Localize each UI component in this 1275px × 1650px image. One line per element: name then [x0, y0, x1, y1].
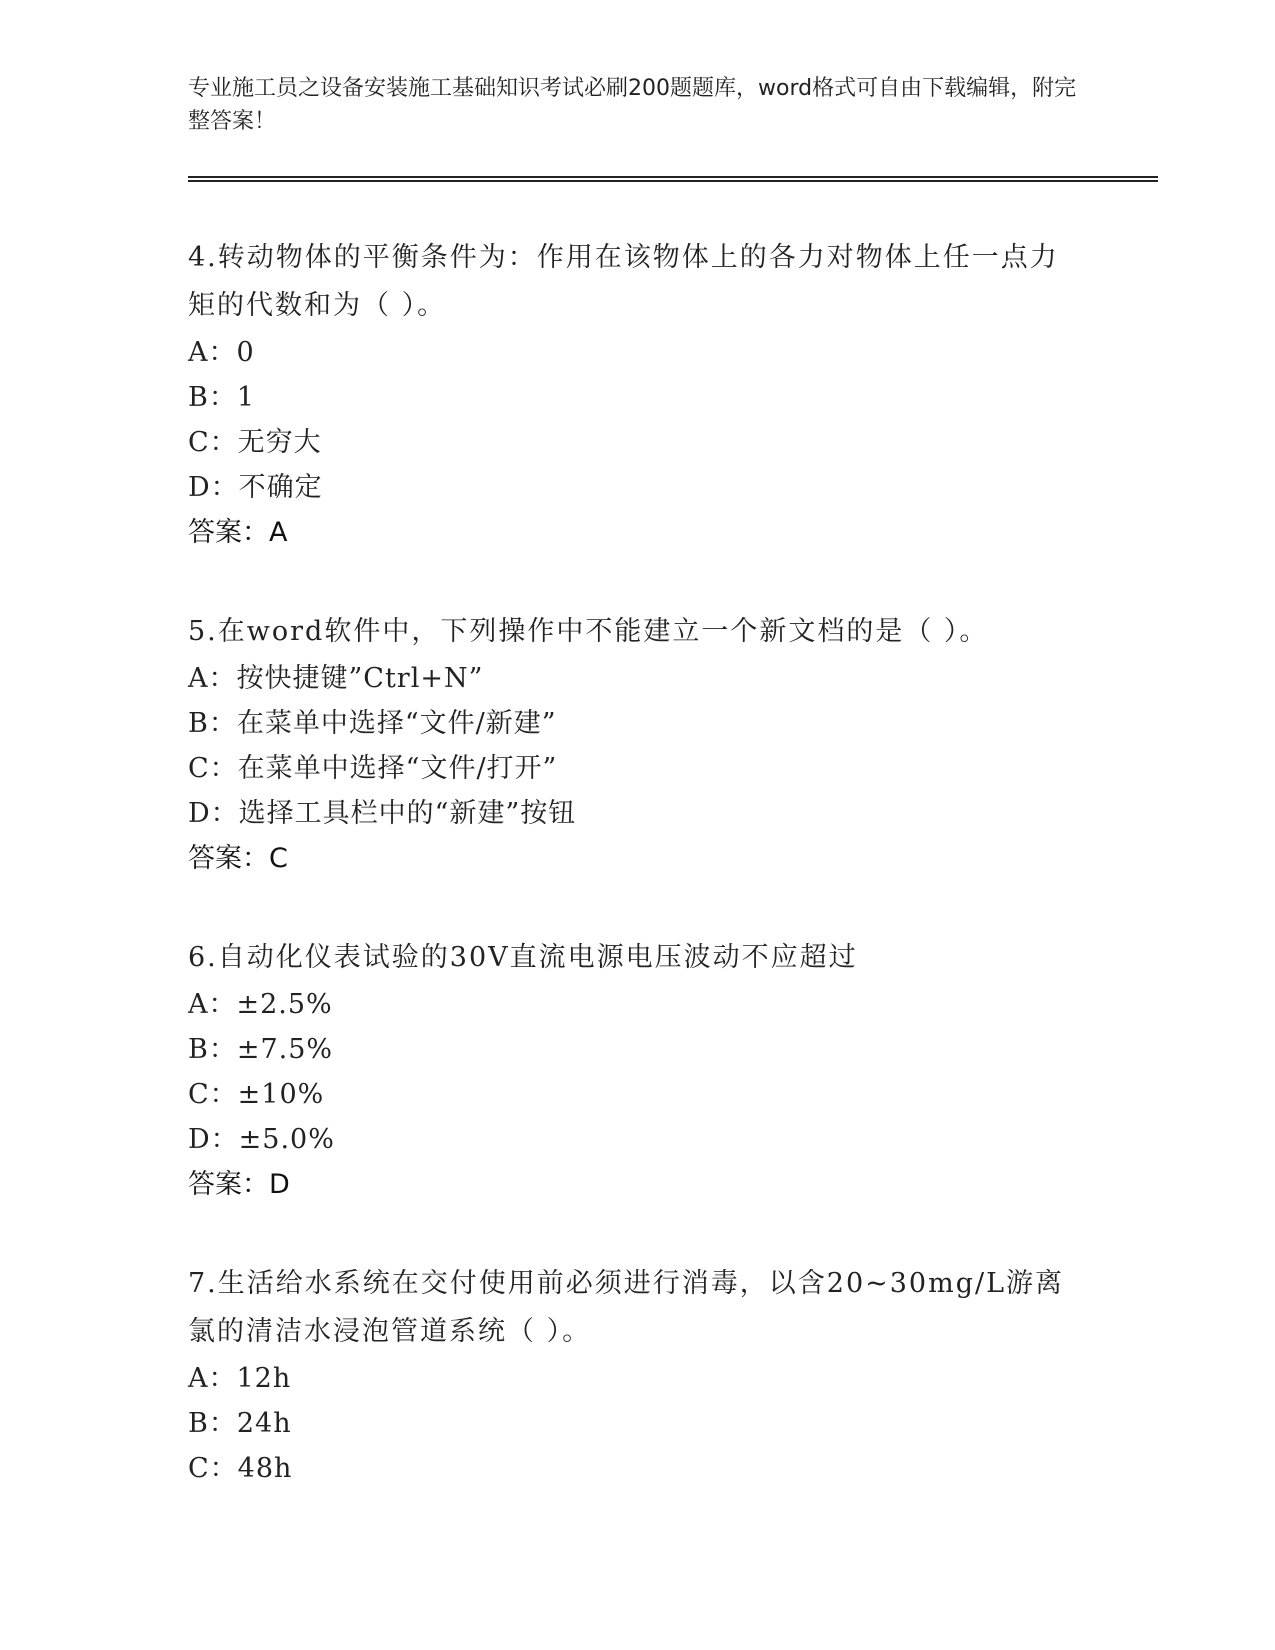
option-a: A：12h [188, 1363, 292, 1394]
question-item [188, 608, 1068, 882]
option-b: B：1 [188, 382, 256, 413]
answer-label: 答案：C [188, 843, 288, 874]
answer-label: 答案：D [188, 1169, 290, 1200]
question-text: 6.自动化仪表试验的30V直流电源电压波动不应超过 [188, 942, 858, 973]
answer-label: 答案：A [188, 517, 288, 548]
option-b: B：±7.5% [188, 1034, 334, 1065]
option-b: B：在菜单中选择“文件/新建” [188, 708, 557, 739]
option-d: D：选择工具栏中的“新建”按钮 [188, 798, 577, 829]
option-c: C：无穷大 [188, 427, 322, 458]
question-list [188, 234, 1068, 1543]
option-c: C：±10% [188, 1079, 325, 1110]
option-d: D：±5.0% [188, 1124, 335, 1155]
question-item [188, 934, 1068, 1208]
question-text: 7.生活给水系统在交付使用前必须进行消毒，以含20~30mg/L游离氯的清洁水浸泡管道系统（ ）。 [188, 1268, 1065, 1347]
question-text: 4.转动物体的平衡条件为：作用在该物体上的各力对物体上任一点力矩的代数和为（ ）。 [188, 242, 1059, 321]
option-a: A：按快捷键”Ctrl+N” [188, 663, 484, 694]
option-a: A：±2.5% [188, 989, 333, 1020]
question-item [188, 234, 1068, 556]
option-c: C：48h [188, 1453, 293, 1484]
option-a: A：0 [188, 337, 255, 368]
option-d: D：不确定 [188, 472, 323, 503]
document-header: 专业施工员之设备安装施工基础知识考试必刷200题题库，word格式可自由下载编辑，附完整答案！ [188, 76, 1077, 134]
option-c: C：在菜单中选择“文件/打开” [188, 753, 558, 784]
question-item [188, 1260, 1068, 1491]
header-divider [188, 176, 1158, 182]
question-text: 5.在word软件中，下列操作中不能建立一个新文档的是（ ）。 [188, 616, 989, 647]
option-b: B：24h [188, 1408, 292, 1439]
